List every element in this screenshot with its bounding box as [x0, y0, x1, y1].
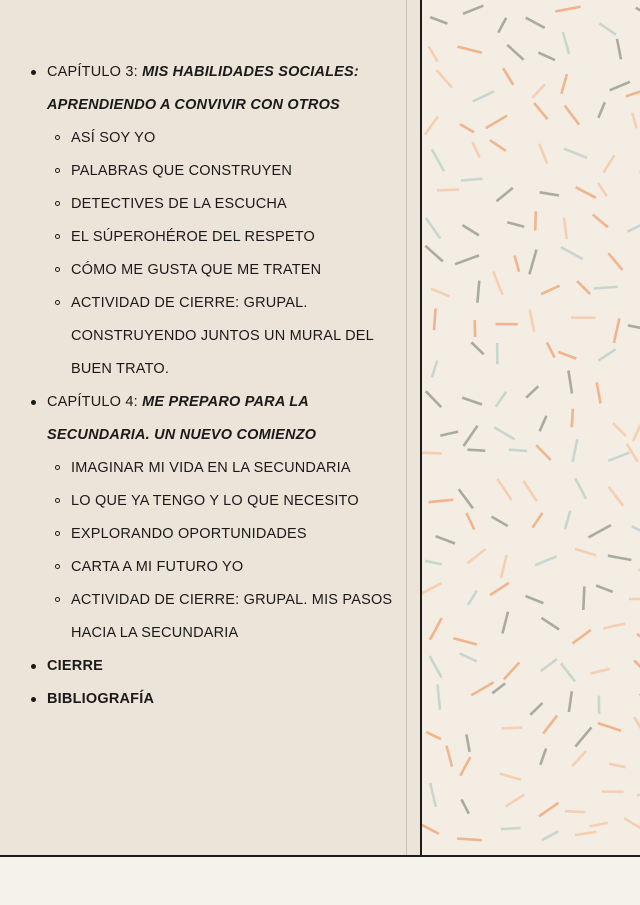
sprinkle-mark — [506, 795, 524, 807]
sprinkle-mark — [608, 453, 629, 461]
sprinkle-mark — [422, 583, 442, 594]
sprinkle-mark — [590, 669, 610, 674]
sprinkle-mark — [466, 734, 469, 752]
sprinkle-mark — [473, 142, 480, 157]
sprinkle-mark — [575, 727, 591, 746]
sprinkle-mark — [634, 660, 640, 675]
sprinkle-mark — [460, 757, 470, 776]
toc-item[interactable]: ASÍ SOY YO — [47, 122, 394, 155]
sprinkle-mark — [598, 102, 604, 118]
sprinkle-mark — [608, 556, 632, 560]
toc-closing[interactable]: CIERRE — [24, 650, 394, 683]
sprinkle-mark — [633, 423, 640, 441]
sprinkle-mark — [526, 386, 538, 398]
toc-bibliography[interactable]: BIBLIOGRAFÍA — [24, 683, 394, 716]
sprinkle-mark — [492, 683, 505, 693]
sprinkle-mark — [462, 398, 482, 405]
sprinkle-mark — [540, 192, 559, 195]
sprinkle-mark — [558, 352, 576, 359]
sprinkle-mark — [503, 612, 509, 634]
sprinkle-mark — [434, 309, 436, 331]
sprinkle-mark — [507, 222, 524, 227]
sprinkle-mark — [466, 513, 474, 530]
toc-item[interactable]: EL SÚPEROHÉROE DEL RESPETO — [47, 221, 394, 254]
sprinkle-mark — [632, 526, 640, 537]
sprinkle-mark — [496, 392, 506, 407]
sprinkle-mark — [596, 586, 613, 592]
sprinkle-mark — [533, 513, 543, 528]
sprinkle-mark — [617, 39, 621, 60]
sprinkle-mark — [593, 215, 608, 228]
sprinkle-mark — [460, 124, 474, 132]
sprinkle-mark — [594, 287, 618, 289]
sprinkle-mark — [493, 271, 502, 294]
sprinkle-mark — [507, 45, 523, 60]
sprinkle-pattern-graphic — [422, 0, 640, 857]
sprinkle-mark — [529, 250, 536, 275]
toc-item[interactable]: EXPLORANDO OPORTUNIDADES — [47, 518, 394, 551]
sprinkle-mark — [565, 511, 570, 530]
sprinkle-mark — [473, 91, 494, 101]
sprinkle-mark — [428, 500, 453, 503]
sprinkle-mark — [538, 53, 555, 61]
sprinkle-mark — [543, 716, 557, 734]
sprinkle-mark — [471, 342, 483, 354]
sprinkle-mark — [523, 481, 536, 501]
sprinkle-mark — [530, 703, 542, 715]
sprinkle-mark — [632, 113, 636, 129]
sprinkle-mark — [535, 211, 536, 230]
sprinkle-mark — [457, 839, 482, 841]
sprinkle-mark — [477, 281, 479, 303]
sprinkle-mark — [540, 416, 547, 432]
sprinkle-mark — [430, 656, 442, 678]
toc-item[interactable]: CÓMO ME GUSTA QUE ME TRATEN — [47, 254, 394, 287]
sprinkle-mark — [429, 47, 438, 62]
sprinkle-mark — [539, 803, 558, 817]
sprinkle-mark — [614, 318, 620, 343]
sprinkle-mark — [463, 225, 479, 235]
sprinkle-mark — [464, 426, 478, 446]
sprinkle-mark — [426, 732, 441, 739]
sprinkle-mark — [539, 144, 547, 164]
sprinkle-mark — [577, 281, 590, 294]
sprinkle-mark — [542, 831, 558, 840]
sprinkle-mark — [463, 6, 483, 14]
sprinkle-mark — [564, 218, 567, 239]
sprinkle-mark — [534, 103, 547, 119]
sprinkle-mark — [430, 783, 436, 807]
sprinkle-mark — [430, 618, 442, 640]
sprinkle-mark — [498, 479, 512, 500]
sprinkle-mark — [500, 774, 521, 780]
table-of-contents — [24, 56, 394, 716]
sprinkle-mark — [572, 751, 586, 766]
sprinkle-mark — [461, 179, 482, 181]
sprinkle-mark — [494, 427, 515, 439]
sprinkle-mark — [501, 828, 521, 829]
sprinkle-mark — [425, 561, 442, 565]
sprinkle-mark — [461, 799, 468, 813]
sprinkle-mark — [590, 823, 608, 827]
chapter-3-title: MIS HABILIDADES SOCIALES: APRENDIENDO A CONVIVIR CON OTROS — [47, 64, 359, 113]
sprinkle-mark — [575, 832, 597, 835]
sprinkle-mark — [565, 811, 586, 812]
sprinkle-mark — [467, 549, 485, 563]
sprinkle-mark — [526, 596, 544, 603]
sprinkle-mark — [598, 183, 607, 197]
sprinkle-mark — [486, 116, 507, 128]
sprinkle-mark — [626, 91, 640, 97]
sprinkle-mark — [624, 818, 640, 830]
sprinkle-mark — [438, 684, 441, 709]
sprinkle-mark — [502, 728, 523, 729]
sprinkle-mark — [628, 224, 640, 231]
sprinkle-mark — [447, 746, 453, 767]
sprinkle-mark — [426, 391, 441, 407]
toc-item[interactable]: CARTA A MI FUTURO YO — [47, 551, 394, 584]
sprinkle-mark — [572, 409, 573, 427]
sprinkle-mark — [609, 487, 624, 506]
sprinkle-mark — [542, 618, 560, 630]
sprinkle-mark — [589, 525, 611, 537]
sprinkle-mark — [561, 663, 575, 681]
toc-item[interactable]: IMAGINAR MI VIDA EN LA SECUNDARIA — [47, 452, 394, 485]
sprinkle-mark — [425, 116, 438, 134]
sprinkle-mark — [573, 439, 578, 462]
sprinkle-mark — [540, 748, 546, 764]
toc-chapter-4[interactable] — [24, 386, 394, 650]
sprinkle-mark — [610, 82, 630, 91]
sprinkle-mark — [431, 289, 449, 297]
decorative-sprinkle-pattern — [420, 0, 640, 857]
sprinkle-mark — [509, 450, 527, 451]
sprinkle-mark — [636, 8, 640, 21]
sprinkle-mark — [569, 691, 572, 712]
sprinkle-mark — [608, 253, 622, 270]
sprinkle-mark — [458, 47, 483, 53]
toc-item[interactable]: LO QUE YA TENGO Y LO QUE NECESITO — [47, 485, 394, 518]
sprinkle-mark — [425, 246, 442, 262]
toc-item[interactable]: ACTIVIDAD DE CIERRE: GRUPAL. CONSTRUYENDO JUNTOS UN MURAL DEL BUEN TRATO. — [47, 287, 394, 386]
sprinkle-mark — [604, 155, 615, 173]
chapter-4-prefix: CAPÍTULO 4: — [47, 394, 143, 410]
sprinkle-mark — [497, 188, 513, 201]
sprinkle-mark — [437, 190, 459, 191]
sprinkle-mark — [541, 286, 560, 294]
sprinkle-mark — [501, 555, 507, 578]
sprinkle-mark — [634, 717, 640, 735]
sprinkle-mark — [492, 517, 508, 526]
sprinkle-mark — [568, 371, 572, 394]
sprinkle-mark — [565, 106, 579, 125]
sprinkle-mark — [460, 653, 477, 661]
sprinkle-mark — [561, 247, 583, 259]
sprinkle-mark — [459, 489, 473, 508]
sprinkle-mark — [541, 659, 557, 671]
toc-item[interactable]: PALABRAS QUE CONSTRUYEN — [47, 155, 394, 188]
sprinkle-mark — [436, 536, 455, 543]
sprinkle-mark — [532, 84, 545, 98]
sprinkle-mark — [504, 663, 520, 680]
sprinkle-mark — [498, 18, 506, 33]
sprinkle-mark — [555, 7, 580, 12]
sprinkle-mark — [583, 586, 584, 610]
sprinkle-mark — [422, 824, 439, 834]
sprinkle-mark — [613, 423, 626, 436]
sprinkle-mark — [426, 218, 440, 239]
sprinkle-mark — [597, 382, 601, 403]
sprinkle-mark — [572, 630, 590, 644]
sprinkle-mark — [563, 32, 569, 54]
sprinkle-mark — [440, 432, 458, 436]
sprinkle-mark — [530, 310, 535, 332]
sprinkle-mark — [468, 591, 477, 605]
sprinkle-mark — [432, 361, 437, 378]
sprinkle-mark — [526, 18, 545, 28]
sprinkle-mark — [598, 349, 615, 360]
sprinkle-mark — [564, 149, 587, 158]
sprinkle-mark — [503, 68, 513, 85]
page-bottom-border — [0, 855, 640, 857]
sprinkle-mark — [455, 255, 479, 264]
chapter-4-title: ME PREPARO PARA LA SECUNDARIA. UN NUEVO COMIENZO — [47, 394, 317, 443]
chapter-3-prefix: CAPÍTULO 3: — [47, 64, 143, 80]
sprinkle-mark — [437, 70, 453, 88]
sprinkle-mark — [515, 256, 520, 272]
toc-chapter-3[interactable] — [24, 56, 394, 386]
sprinkle-mark — [599, 23, 616, 34]
sprinkle-mark — [575, 478, 586, 498]
sprinkle-mark — [576, 187, 596, 198]
sprinkle-mark — [422, 453, 442, 454]
sprinkle-mark — [430, 17, 447, 24]
sprinkle-mark — [603, 624, 625, 629]
sprinkle-mark — [598, 723, 622, 731]
sprinkle-mark — [535, 556, 557, 565]
sprinkle-mark — [454, 638, 477, 644]
toc-item[interactable]: DETECTIVES DE LA ESCUCHA — [47, 188, 394, 221]
toc-item[interactable]: ACTIVIDAD DE CIERRE: GRUPAL. MIS PASOS HACIA LA SECUNDARIA — [47, 584, 394, 650]
page-divider-line — [406, 0, 407, 857]
sprinkle-mark — [575, 549, 596, 556]
sprinkle-mark — [432, 149, 444, 171]
sprinkle-mark — [468, 450, 486, 451]
sprinkle-mark — [490, 583, 509, 595]
sprinkle-mark — [609, 764, 626, 768]
sprinkle-mark — [536, 445, 551, 460]
sprinkle-mark — [471, 682, 493, 695]
sprinkle-mark — [547, 342, 555, 357]
sprinkle-mark — [561, 74, 567, 94]
sprinkle-mark — [490, 140, 506, 151]
sprinkle-mark — [628, 325, 640, 329]
